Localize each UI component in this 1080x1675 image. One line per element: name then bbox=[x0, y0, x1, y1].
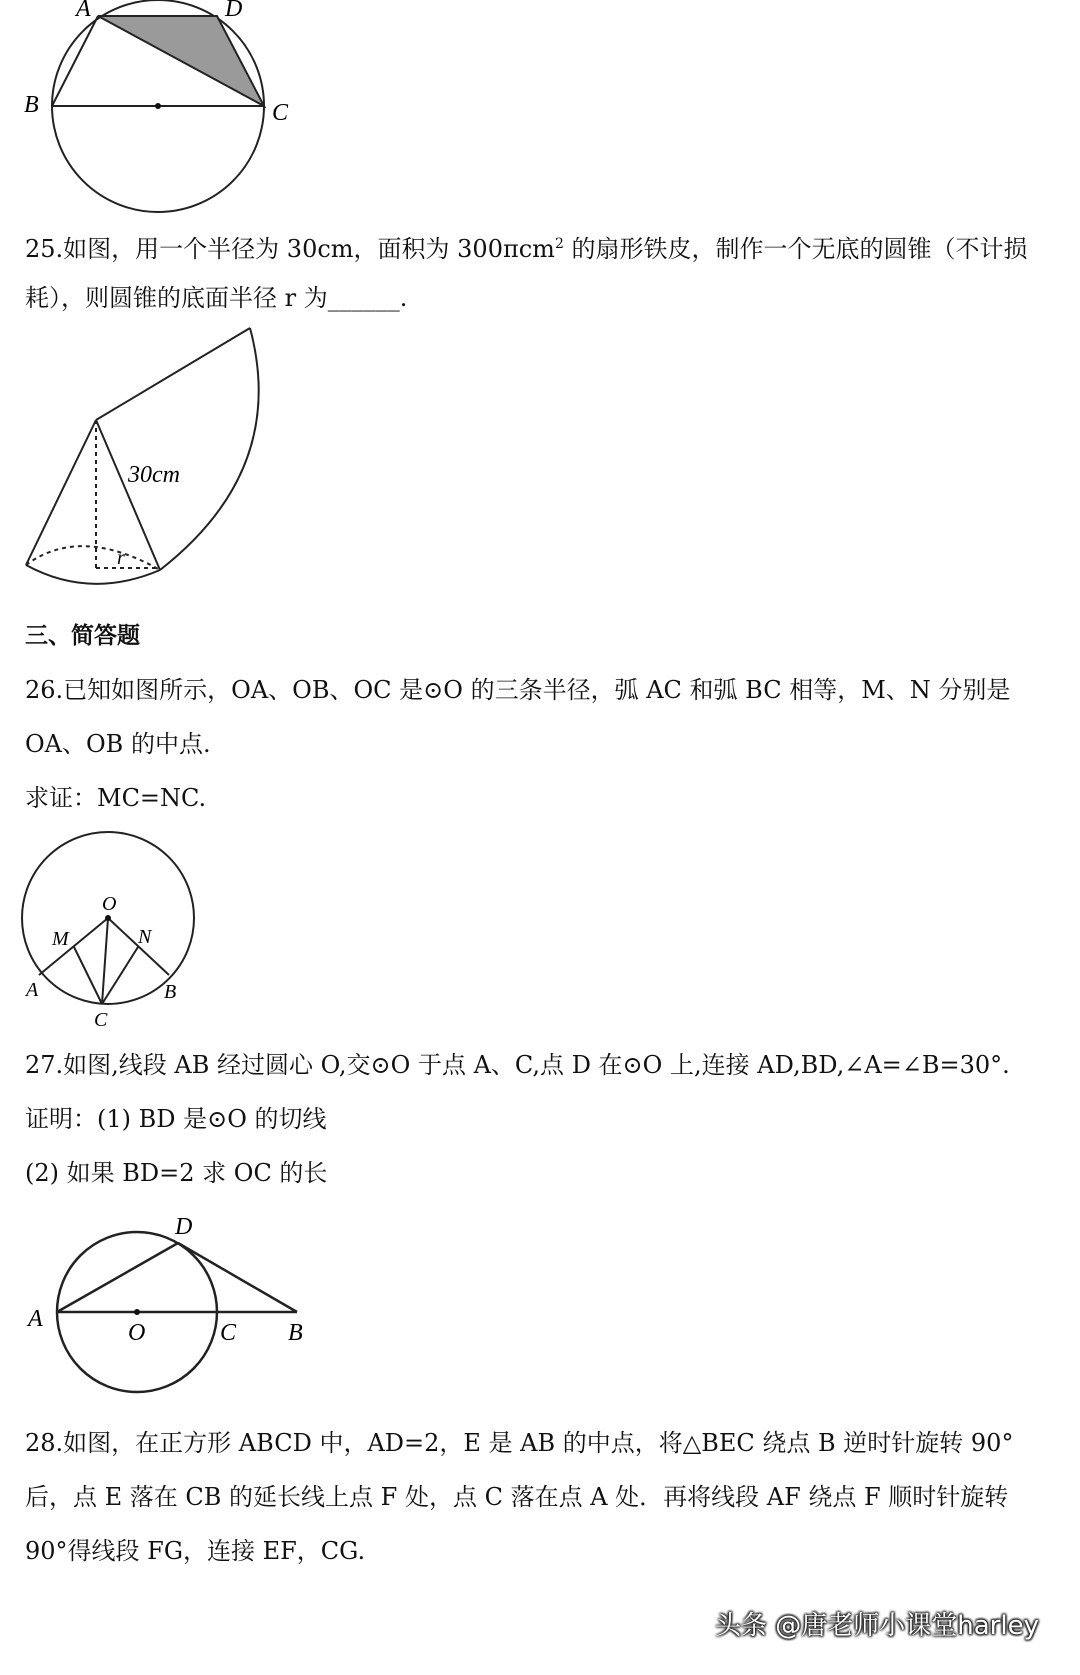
figure-q26 bbox=[14, 830, 214, 1035]
fig26-radius-oc bbox=[102, 918, 108, 1004]
q26-line1: 26.已知如图所示，OA、OB、OC 是⊙O 的三条半径，弧 AC 和弧 BC 相等，M、N 分别是 bbox=[25, 676, 1011, 704]
fig25-cone-left bbox=[26, 420, 96, 565]
q25-line2: 耗），则圆锥的底面半径 r 为______. bbox=[25, 284, 408, 312]
q27-line3: (2) 如果 BD=2 求 OC 的长 bbox=[25, 1159, 328, 1187]
fig25-cone-right bbox=[96, 420, 160, 570]
fig24-label-d: D bbox=[225, 0, 243, 22]
fig24-label-a: A bbox=[76, 0, 91, 22]
fig26-label-o: O bbox=[102, 893, 117, 915]
q27-line1: 27.如图,线段 AB 经过圆心 O,交⊙O 于点 A、C,点 D 在⊙O 上,连接 AD,BD,∠A=∠B=30°. bbox=[25, 1051, 1010, 1079]
fig24-label-c: C bbox=[272, 100, 289, 126]
fig25-sector-edge bbox=[96, 328, 250, 420]
section-title: 三、简答题 bbox=[25, 623, 140, 649]
fig27-label-c: C bbox=[220, 1320, 237, 1346]
fig24-segment-ab bbox=[52, 16, 98, 106]
fig26-label-a: A bbox=[26, 979, 39, 1001]
fig26-label-m: M bbox=[52, 928, 69, 950]
fig24-label-b: B bbox=[24, 92, 39, 118]
fig25-base-back bbox=[26, 546, 160, 570]
q26-line3: 求证：MC=NC. bbox=[25, 784, 207, 812]
fig27-center-dot bbox=[134, 1309, 140, 1315]
figure-q24 bbox=[20, 0, 320, 220]
q28-line1: 28.如图，在正方形 ABCD 中，AD=2，E 是 AB 的中点，将△BEC 绕点 B 逆时针旋转 90° bbox=[25, 1429, 1014, 1457]
fig25-sector-arc bbox=[160, 328, 259, 570]
fig26-label-b: B bbox=[164, 981, 177, 1003]
fig26-segment-mc bbox=[74, 947, 102, 1004]
fig26-label-c: C bbox=[94, 1009, 108, 1031]
q27-line2: 证明：(1) BD 是⊙O 的切线 bbox=[25, 1105, 327, 1133]
fig25-label-r: r bbox=[117, 547, 125, 569]
fig24-shaded-region bbox=[98, 16, 264, 106]
fig26-radius-oa bbox=[39, 918, 108, 975]
fig27-label-o: O bbox=[128, 1320, 146, 1346]
figure-q27 bbox=[20, 1210, 320, 1400]
watermark: 头条 @唐老师小课堂harley bbox=[715, 1611, 1039, 1641]
fig27-segment-bd bbox=[178, 1243, 297, 1312]
fig27-label-a: A bbox=[28, 1306, 43, 1332]
q28-line3: 90°得线段 FG，连接 EF，CG. bbox=[25, 1537, 366, 1565]
fig27-label-d: D bbox=[175, 1214, 193, 1240]
figure-q25 bbox=[20, 320, 280, 610]
fig26-segment-nc bbox=[102, 947, 138, 1004]
q26-line2: OA、OB 的中点. bbox=[25, 730, 211, 758]
q25-line1: 25.如图，用一个半径为 30cm，面积为 300πcm$^2$ 的扇形铁皮，制作一个无底的圆锥（不计损 bbox=[25, 235, 1028, 263]
fig26-center-dot bbox=[105, 915, 111, 921]
fig24-center-dot bbox=[155, 103, 161, 109]
fig25-label-length: 30cm bbox=[128, 462, 180, 488]
fig26-label-n: N bbox=[138, 926, 152, 948]
q28-line2: 后，点 E 落在 CB 的延长线上点 F 处，点 C 落在点 A 处．再将线段 AF 绕点 F 顺时针旋转 bbox=[25, 1483, 1009, 1511]
fig27-label-b: B bbox=[288, 1320, 303, 1346]
fig27-segment-ad bbox=[57, 1243, 178, 1312]
